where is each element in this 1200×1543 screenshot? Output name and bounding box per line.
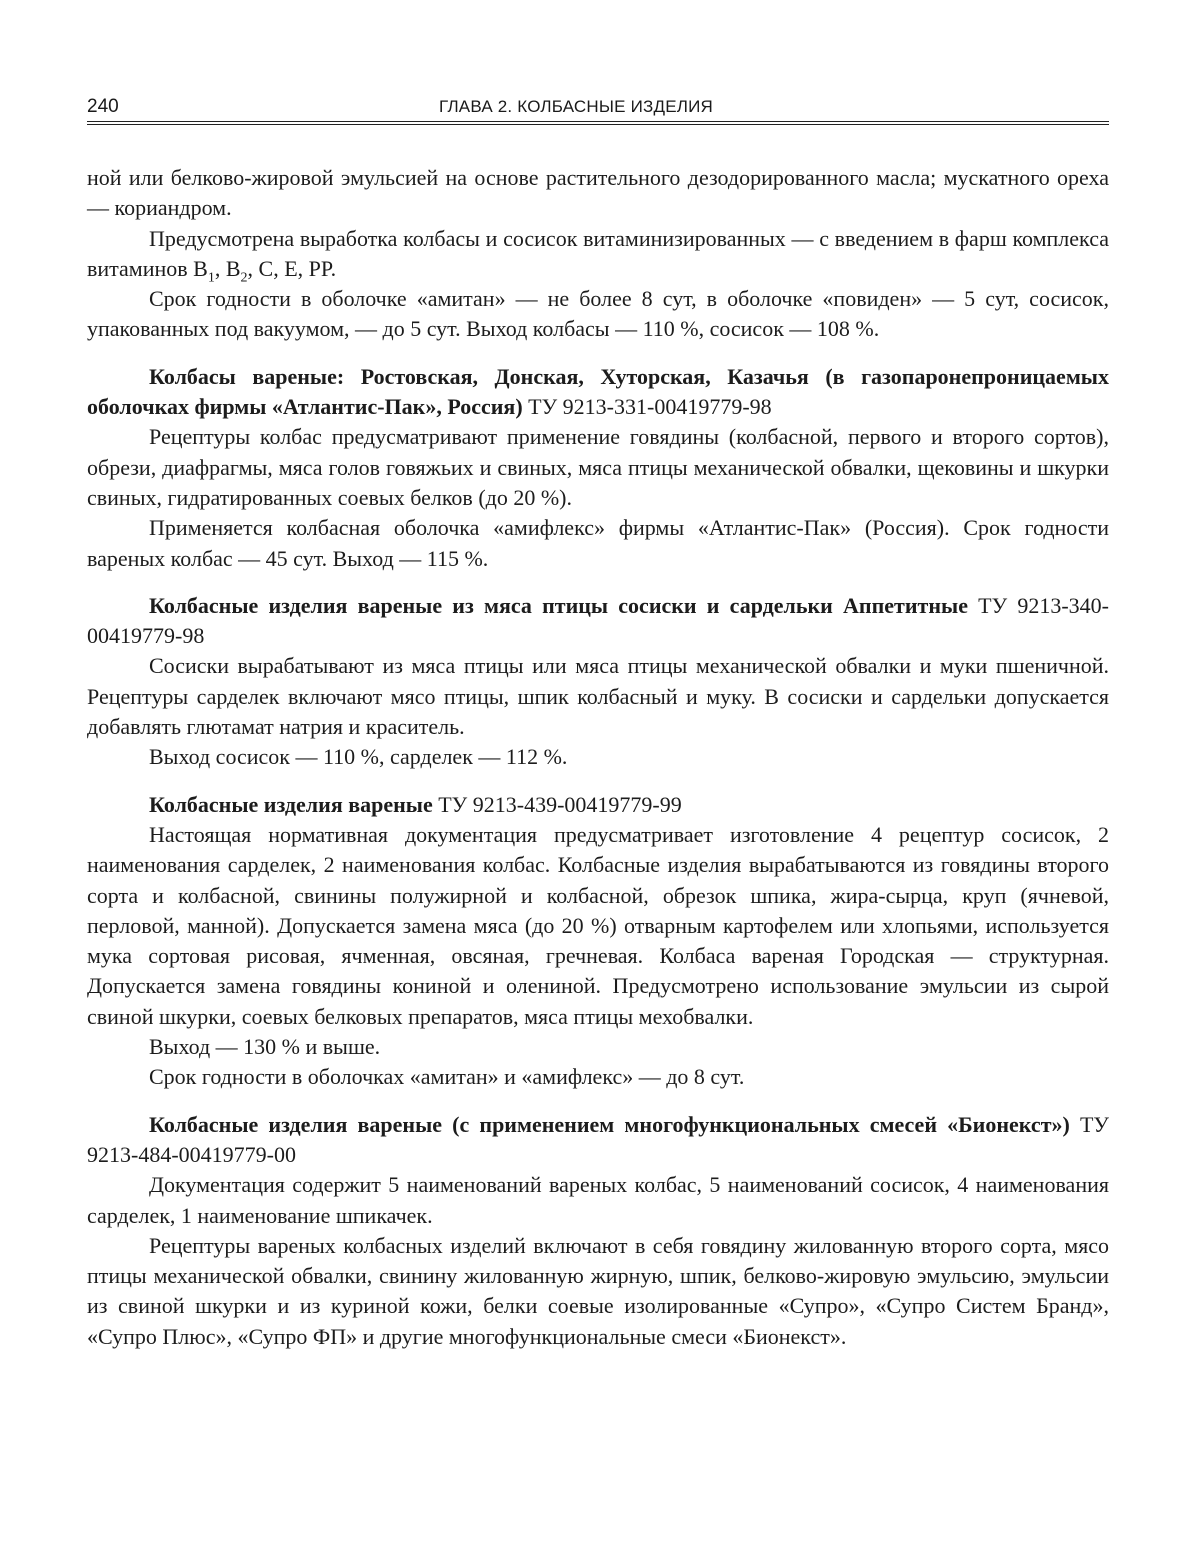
page-number: 240 xyxy=(87,96,119,117)
section-paragraph: Рецептуры вареных колбасных изделий включают в себя говядину жилованную второго сорта, мясо птицы механической обвалки, свинину жилованную жирную, шпик, белково-жировую эмульсию, эмульсии из свиной шкурки и из куриной кожи, белки соевые изолированные «Супро», «Супро Систем Бранд», «Супро Плюс», «Супро ФП» и другие многофункциональные смеси «Бионекст». xyxy=(87,1232,1109,1349)
vitamins-text: Предусмотрена выработка колбасы и сосисок витаминизированных — с введением в фарш комплекса витаминов B xyxy=(87,225,1109,281)
intro-paragraph-shelf-life: Срок годности в оболочке «амитан» — не более 8 сут, в оболочке «повиден» — 5 сут, сосисок, упакованных под вакуумом, — до 5 сут. Выход колбасы — 110 %, сосисок — 108 %. xyxy=(87,286,1109,342)
vitamins-text-mid: , B xyxy=(214,255,241,281)
section-paragraph: Рецептуры колбас предусматривают применение говядины (колбасной, первого и второго сортов), обрези, диафрагмы, мяса голов говяжьих и свиных, мяса птицы механической обвалки, щековины и шкурки свиных, гидратированных соевых белков (до 20 %). xyxy=(87,424,1109,510)
section-title: Колбасы вареные: Ростовская, Донская, Хуторская, Казачья (в газопаронепроницаемых оболочках фирмы «Атлантис-Пак», Россия) xyxy=(87,363,1109,420)
section-paragraph: Применяется колбасная оболочка «амифлекс» фирмы «Атлантис-Пак» (Россия). Срок годности вареных колбас — 45 сут. Выход — 115 %. xyxy=(87,515,1109,571)
section-title: Колбасные изделия вареные из мяса птицы сосиски и сардельки Аппетитные xyxy=(149,592,968,618)
page-header xyxy=(87,96,1109,124)
page-body xyxy=(87,163,1109,1352)
section-spec: ТУ 9213-331-00419779-98 xyxy=(528,394,772,420)
section-paragraph: Срок годности в оболочках «амитан» и «амифлекс» — до 8 сут. xyxy=(149,1064,745,1090)
subscript-1: 1 xyxy=(207,270,215,286)
section-paragraph: Выход сосисок — 110 %, сарделек — 112 %. xyxy=(149,744,568,770)
section-heading xyxy=(87,362,1109,423)
section-paragraph: Сосиски вырабатывают из мяса птицы или мяса птицы механической обвалки и муки пшеничной. Рецептуры сарделек включают мясо птицы, шпик колбасный и муку. В сосиски и сардельки допускается добавлять глютамат натрия и краситель. xyxy=(87,653,1109,740)
section-heading xyxy=(87,1110,1109,1171)
section-spec: ТУ 9213-340-00419779-98 xyxy=(87,592,1109,649)
section-title: Колбасные изделия вареные xyxy=(149,791,433,817)
header-rule xyxy=(87,121,1109,125)
section-paragraph: Настоящая нормативная документация предусматривает изготовление 4 рецептур сосисок, 2 наименования сарделек, 2 наименования колбас. Колбасные изделия вырабатываются из говядины второго сорта и колбасной, свинины полужирной и колбасной, обрезок шпика, жира-сырца, круп (ячневой, перловой, манной). Допускается замена мяса (до 20 %) отварным картофелем или хлопьями, используется мука сортовая рисовая, ячменная, овсяная, гречневая. Колбаса вареная Городская — структурная. Допускается замена говядины кониной и олениной. Предусмотрено использование эмульсии из сырой свиной шкурки, соевых белковых препаратов, мяса птицы мехобвалки. xyxy=(87,821,1109,1029)
section-spec: ТУ 9213-484-00419779-00 xyxy=(87,1111,1109,1167)
vitamins-text-end: , C, E, PP. xyxy=(247,255,337,281)
section-heading xyxy=(87,591,1109,652)
section-spec: ТУ 9213-439-00419779-99 xyxy=(438,791,682,817)
section-paragraph: Документация содержит 5 наименований вареных колбас, 5 наименований сосисок, 4 наименования сарделек, 1 наименование шпикачек. xyxy=(87,1172,1109,1228)
section-paragraph: Выход — 130 % и выше. xyxy=(149,1034,381,1060)
intro-paragraph-vitamins xyxy=(87,224,1109,285)
subscript-2: 2 xyxy=(240,270,248,286)
section-heading xyxy=(87,790,1109,820)
chapter-running-head: ГЛАВА 2. КОЛБАСНЫЕ ИЗДЕЛИЯ xyxy=(439,97,713,116)
intro-paragraph-continuation: ной или белково-жировой эмульсией на основе растительного дезодорированного масла; мускатного ореха — кориандром. xyxy=(87,165,1109,221)
section-title: Колбасные изделия вареные (с применением многофункциональных смесей «Бионекст») xyxy=(149,1111,1070,1137)
